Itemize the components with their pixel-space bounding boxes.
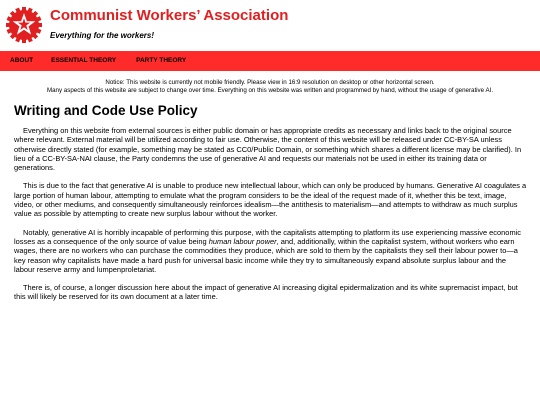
notice-line-2: Many aspects of this website are subject to change over time. Everything on this website was written and programmed by hand, without the usage of generative AI. bbox=[46, 87, 494, 94]
policy-paragraph-1: Everything on this website from external sources is either public domain or has appropriate credits as necessary and links back to the original source where relevant. External material will be utilized according to fair use. Otherwise, the content of this website will be released under CC-BY-SA unless otherwise directly stated (for example, something may be stated as CC0/Public Domain, or something which shares a different license may be clarified). In lieu of a CC-BY-SA-NAI clause, the Party condemns the use of generative AI and requests our materials not be used in either its training data or generations. bbox=[14, 126, 522, 173]
policy-paragraph-3-emphasis: human labour power bbox=[208, 236, 277, 246]
policy-paragraph-3-part-1: Notably, generative AI is horribly incapable of performing this purpose, with the capitalists attempting to platform its use experiencing massive economic losses as a consequence of the only source of value being bbox=[14, 227, 522, 246]
site-header bbox=[0, 0, 540, 54]
site-tagline: Everything for the workers! bbox=[50, 31, 155, 40]
policy-paragraph-4: There is, of course, a longer discussion here about the impact of generative AI increasing digital epidermalization and its white supremacist impact, but this will likely be reserved for its own document at a later time. bbox=[14, 283, 518, 302]
main-nav bbox=[0, 51, 540, 71]
page-title: Writing and Code Use Policy bbox=[14, 103, 198, 118]
policy-paragraph-3-part-2: , and, additionally, within the capitalist system, without workers who earn wages, there are no workers who can purchase the commodities they produce, which are sold to them by the capitalists they sell their labour power to—a key reason why capitalists have made a hard push for universal basic income while they try to simultaneously expand absolute surplus labour and the labour reserve army and lumpenproletariat. bbox=[14, 236, 518, 274]
nav-item-party-theory[interactable]: PARTY THEORY bbox=[136, 57, 187, 64]
notice-line-1: Notice: This website is currently not mobile friendly. Please view in 16:9 resolution on desktop or other horizontal screen. bbox=[105, 79, 435, 86]
policy-paragraph-3 bbox=[14, 228, 528, 274]
nav-item-essential-theory[interactable]: ESSENTIAL THEORY bbox=[51, 57, 117, 64]
site-title[interactable]: Communist Workers’ Association bbox=[50, 7, 289, 24]
nav-item-about[interactable]: ABOUT bbox=[10, 57, 34, 64]
site-notice bbox=[0, 79, 540, 95]
red-star-gear-logo-icon[interactable] bbox=[4, 5, 44, 45]
policy-paragraph-2: This is due to the fact that generative AI is unable to produce new intellectual labour, which can only be produced by humans. Generative AI coagulates a large portion of human labour, attempting to emulate what the program considers to be the ideal of the request made of it, whether this be text, image, video, or other mediums, and consequently simultaneously reinforces idealism—the antithesis to materialism—and attempts to withdraw as much surplus value as possible by attempting to create new surplus labour without the worker. bbox=[14, 181, 527, 219]
main-content bbox=[14, 103, 528, 311]
